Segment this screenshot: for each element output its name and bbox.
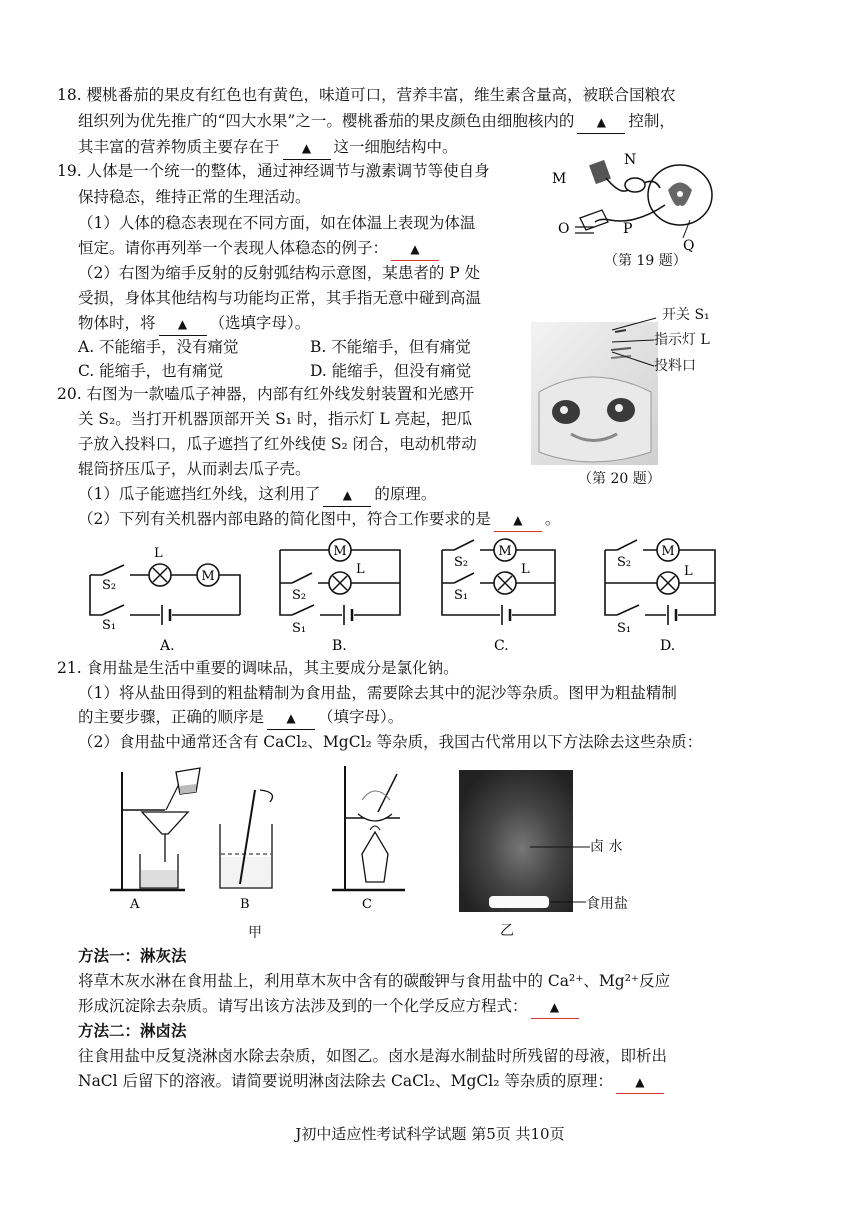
answer-blank[interactable]: ▲: [531, 995, 579, 1019]
answer-blank[interactable]: ▲: [577, 110, 625, 134]
circuit-options: M S₂ L S₁ A. S₂ L S₁ B. S₂ L S₁ C. S₂ L S₁ D.: [80, 535, 740, 655]
q18-line1: 18. 樱桃番茄的果皮有红色也有黄色，味道可口，营养丰富，维生素含量高，被联合国粮农: [57, 86, 676, 104]
circuit-d-s2: S₂: [617, 555, 632, 570]
q20-line1: 20. 右图为一款嗑瓜子神器，内部有红外线发射装置和光感开: [57, 385, 475, 403]
label-N: N: [624, 152, 637, 168]
circuit-b-l: L: [356, 562, 365, 577]
circuit-c-l: L: [521, 562, 530, 577]
circuit-d-label: D.: [660, 638, 676, 654]
photo-leader-lines: [612, 310, 662, 370]
q19-line7: 物体时，将 ▲ （选填字母）。: [78, 312, 310, 336]
q19-option-b: B. 不能缩手，但有痛觉: [310, 338, 471, 356]
q18-line2: 组织列为优先推广的“四大水果”之一。樱桃番茄的果皮颜色由细胞核内的 ▲ 控制，: [78, 110, 675, 134]
q19-line5: （2）右图为缩手反射的反射弧结构示意图，某患者的 P 处: [78, 264, 481, 282]
q20-sub2: （2）下列有关机器内部电路的简化图中，符合工作要求的是 ▲ 。: [78, 508, 560, 532]
label-table-salt: 食用盐: [586, 896, 628, 912]
circuit-c-label: C.: [494, 638, 509, 654]
label-indicator-lamp: 指示灯 L: [654, 332, 710, 348]
label-jia: 甲: [248, 925, 262, 941]
q19-option-c: C. 能缩手，也有痛觉: [78, 362, 224, 380]
answer-blank[interactable]: ▲: [323, 483, 371, 507]
circuit-a-l: L: [154, 546, 163, 561]
circuit-a-s1: S₁: [102, 618, 117, 633]
circuit-d-s1: S₁: [617, 621, 632, 636]
q19-line6: 受损，身体其他结构与功能均正常，其手指无意中碰到高温: [78, 289, 482, 307]
answer-blank[interactable]: ▲: [616, 1070, 664, 1094]
q19-option-d: D. 能缩手，但没有痛觉: [310, 362, 472, 380]
q21-line3: 的主要步骤，正确的顺序是 ▲ （填字母）。: [78, 706, 403, 730]
q21-line1: 21. 食用盐是生活中重要的调味品，其主要成分是氯化钠。: [57, 659, 459, 677]
q19-line2: 保持稳态，维持正常的生理活动。: [78, 188, 311, 206]
method1-line2: 形成沉淀除去杂质。请写出该方法涉及到的一个化学反应方程式： ▲: [78, 995, 582, 1019]
answer-blank[interactable]: ▲: [391, 237, 439, 261]
q20-line4: 辊筒挤压瓜子，从而剥去瓜子壳。: [78, 460, 311, 478]
fig19-caption: （第 19 题）: [604, 253, 687, 269]
q20-line2: 关 S₂。当打开机器顶部开关 S₁ 时，指示灯 L 亮起，把瓜: [78, 410, 473, 428]
dissolving-apparatus: [220, 790, 272, 912]
page-footer: J初中适应性考试科学试题 第5页 共10页: [295, 1125, 565, 1143]
method2-title: 方法二：淋卤法: [78, 1021, 187, 1040]
answer-blank[interactable]: ▲: [159, 312, 207, 336]
method1-title: 方法一：淋灰法: [78, 946, 187, 965]
circuit-d: [605, 539, 715, 654]
circuit-c-s2: S₂: [454, 555, 469, 570]
q20-line3: 子放入投料口，瓜子遮挡了红外线使 S₂ 闭合，电动机带动: [78, 435, 477, 453]
q21-line4: （2）食用盐中通常还含有 CaCl₂、MgCl₂ 等杂质，我国古代常用以下方法除去这些杂质：: [78, 733, 703, 751]
circuit-a: [90, 546, 240, 654]
q19-option-a: A. 不能缩手，没有痛觉: [78, 338, 239, 356]
q19-line4: 恒定。请你再列举一个表现人体稳态的例子： ▲: [78, 237, 442, 261]
label-switch-s1: 开关 S₁: [662, 307, 710, 323]
circuit-b: [280, 539, 400, 654]
label-A: A: [130, 897, 140, 912]
circuit-a-label: A.: [160, 638, 175, 654]
method2-line1: 往食用盐中反复浇淋卤水除去杂质，如图乙。卤水是海水制盐时所残留的母液，即析出: [78, 1047, 668, 1065]
circuit-b-s1: S₁: [292, 621, 307, 636]
q21-line2: （1）将从盐田得到的粗盐精制为食用盐，需要除去其中的泥沙等杂质。图甲为粗盐精制: [78, 684, 677, 702]
figure-jia: [100, 762, 430, 912]
fig20-caption: （第 20 题）: [578, 471, 661, 487]
label-Q: Q: [683, 238, 695, 254]
answer-blank[interactable]: ▲: [267, 706, 315, 730]
circuit-b-label: B.: [332, 638, 347, 654]
circuit-d-l: L: [684, 564, 693, 579]
filtration-apparatus: [110, 768, 200, 912]
method2-line2: NaCl 后留下的溶液。请简要说明淋卤法除去 CaCl₂、MgCl₂ 等杂质的原理： ▲: [78, 1070, 667, 1094]
circuit-c: [442, 539, 555, 654]
method1-line1: 将草木灰水淋在食用盐上，利用草木灰中含有的碳酸钾与食用盐中的 Ca²⁺、Mg²⁺反应: [78, 972, 671, 990]
label-brine: 卤 水: [590, 839, 623, 855]
circuit-b-s2: S₂: [292, 588, 307, 603]
label-yi: 乙: [500, 923, 514, 939]
answer-blank[interactable]: ▲: [283, 136, 331, 160]
q19-line1: 19. 人体是一个统一的整体，通过神经调节与激素调节等使自身: [57, 162, 490, 180]
evaporation-apparatus: [332, 766, 405, 912]
ganglion-N-shape: [625, 178, 645, 192]
label-B: B: [240, 897, 250, 912]
q18-line3: 其丰富的营养物质主要存在于 ▲ 这一细胞结构中。: [78, 136, 458, 160]
circuit-a-s2: S₂: [102, 578, 117, 593]
label-M: M: [552, 171, 567, 187]
answer-blank[interactable]: ▲: [494, 508, 542, 532]
q20-sub1: （1）瓜子能遮挡红外线，这利用了 ▲ 的原理。: [78, 483, 436, 507]
q19-line3: （1）人体的稳态表现在不同方面，如在体温上表现为体温: [78, 214, 476, 232]
label-P: P: [623, 221, 633, 237]
label-inlet: 投料口: [654, 358, 696, 374]
label-C: C: [362, 897, 372, 912]
circuit-c-s1: S₁: [454, 588, 469, 603]
label-O: O: [558, 221, 570, 237]
